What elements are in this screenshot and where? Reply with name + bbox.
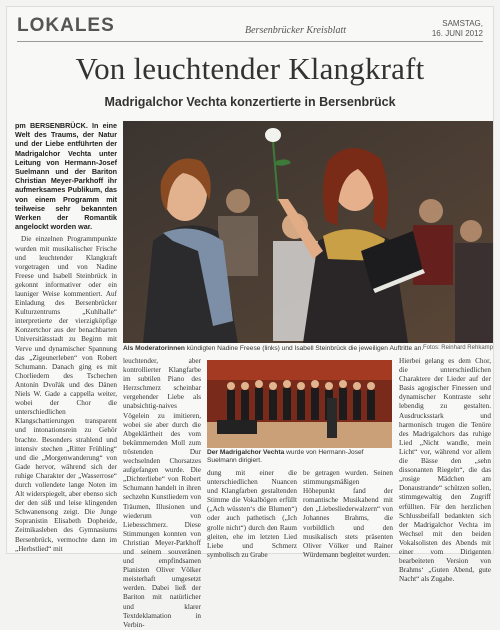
photo-caption-2-bold: Der Madrigalchor Vechta: [207, 449, 285, 456]
moderators-photo-image: [123, 121, 493, 343]
photo-credit: Fotos: Reinhard Rehkamp: [422, 345, 493, 351]
article-lead: pm BERSENBRÜCK. In eine Welt des Traums, der Natur und der Liebe entführten der Madrigalchor Vechta unter Leitung von Hermann-Josef Suelmann und der Bariton Christian Meyer-Parkhoff ihr aufmerksames Publikum, das von einem Programm mit teilweise sehr bekannten Werken der Romantik angelockt worden war.: [15, 121, 117, 232]
article-body-2: leuchtender, aber kontrollierter Klangfarbe im subtilen Piano des Herzschmerz scheinbar vergehender Liebe als unabsichtig-naives Vögelein zu imitieren, wobei sie aber durch die Abgeklärtheit des vom bekümmernden Moll zum tröstenden Dur wechselnden Chorsatzes aufgefangen wurde. Die „Dichterliebe“ von Robert Schumann handelt in ihren sechzehn Kunstliedern von Träumen, Illusionen und wiederum von Liebesschmerz. Diese Stimmungen konnten von Christian Meyer-Parkhoff und seinem souveränen und empfindsamen Pianisten Oliver Völker meisterhaft umgesetzt werden. Dabei ließ der Bariton mit natürlicher und klarer Textdeklamation in Verbin-: [123, 357, 201, 629]
photo-caption-1-text: kündigten Nadine Freese (links) und Isabell Steinbrück die jeweiligen Auftritte an.: [184, 345, 424, 352]
photo-caption-1: [123, 345, 493, 352]
article-column-3: [207, 469, 297, 559]
article-body-4: be getragen wurden. Seinen stimmungsmäßigen Höhepunkt fand der romantische Musikabend mit den „Liebesliederwalzern“ von Johannes Brahms, die vorbildlich und den musikalisch stets präsenten Oliver Völker und Rainer Würdemann begleitet wurden.: [303, 469, 393, 559]
section-title: LOKALES: [17, 15, 115, 36]
article-body-5: Hierbei gelang es dem Chor, die unterschiedlichen Charaktere der Lieder auf der Basis agogischer Finessen und dynamischer Kontraste sehr lebendig zu gestalten. Ausdrucksstark und harmonisch trugen die Tenöre des Madrigalchors das ruhige Lied „Nicht wandle, mein Licht“ vor, während vor allem die Bässe den „sehn dissonanten Riegeln“, die das „rosige Mädchen am Donaustrande“ schützen sollen, stimmgewaltig den Zugriff erfüllten. Für den herzlichen Schlussbeifall bedankten sich der Madrigalchor Vechta im Wechsel mit den beiden Vokalsolisten des Abends mit einer vom Dirigenten bearbeiteten Version von Brahms‘ „Guten Abend, gute Nacht“ als Zugabe.: [399, 357, 491, 584]
article-column-5: [399, 357, 491, 584]
issue-date: [432, 19, 483, 39]
article-headline: Von leuchtender Klangkraft: [75, 51, 425, 86]
article-body-3: dung mit einer die unterschiedlichen Nuancen und Klangfarben gestaltenden Stimme die Vokalbögen erfüllt („Ach wüssten‘s die Blumen“) oder auch pathetisch („Ich grolle nicht“) durch den Raum gleiten, ehe im letzten Lied Liebe und Schmerz symbolisch zu Grabe: [207, 469, 297, 559]
moderators-photo: [123, 121, 493, 343]
article-body-1: Die einzelnen Programmpunkte wurden mit musikalischer Frische und leuchtender Klangkraft vorgetragen und von Nadine Freese und Isabell Steinbrück in gekonnt informativer oder ein launiger Weise kommentiert. Auf Einladung des Bersenbrücker Kulturzentrums „Kuhlhalle“ interpretierte der vierzigköpfige Konzertchor aus der benachbarten Universitätsstadt zu Beginn mit Verve und dynamischer Spannung das „Zigeunerleben“ von Robert Schumann. Danach ging es mit Chorliedern des Tschechen Antonín Dvořák und des Dänen Niels W. Gade a cappella weiter, wobei der Chor die unterschiedlichen Klangschattierungen transparent und intonationsrein zu Gehör brachte. Besonders strahlend und intensiv stechen „Ritter Frühling“ und die „Morgenwanderung“ von Gade hervor, während sich der ruhige Charakter der „Wasserrose“ durch vollendete lange Noten im Alt widerspiegelt, aber ebenso sich der den süß und leise klingenden Schwanensong zeigt. Die Junge Sopranistin Elisabeth Dopheide, Zeitnikasleben des Gymnasiums Bersenbrück, vermochte dann im „Herbstlied“ mit: [15, 235, 117, 553]
newspaper-page: [6, 6, 494, 629]
choir-photo: [207, 360, 392, 448]
issue-day: SAMSTAG,: [442, 19, 483, 28]
issue-date-value: 16. JUNI 2012: [431, 29, 483, 38]
masthead: [17, 15, 483, 41]
photo-caption-2: [207, 449, 393, 465]
article-column-1: [15, 121, 117, 551]
newspaper-name: Bersenbrücker Kreisblatt: [245, 25, 347, 36]
choir-photo-image: [207, 360, 392, 448]
photo-caption-1-bold: Als Moderatorinnen: [123, 345, 185, 352]
article-column-4: [303, 469, 393, 559]
masthead-rule: [17, 41, 483, 42]
article-column-2: [123, 357, 201, 629]
photo-caption-2-text: wurde von Hermann-Josef Suelmann dirigiert.: [207, 449, 364, 464]
article-subheadline: Madrigalchor Vechta konzertierte in Bersenbrück: [104, 95, 396, 109]
